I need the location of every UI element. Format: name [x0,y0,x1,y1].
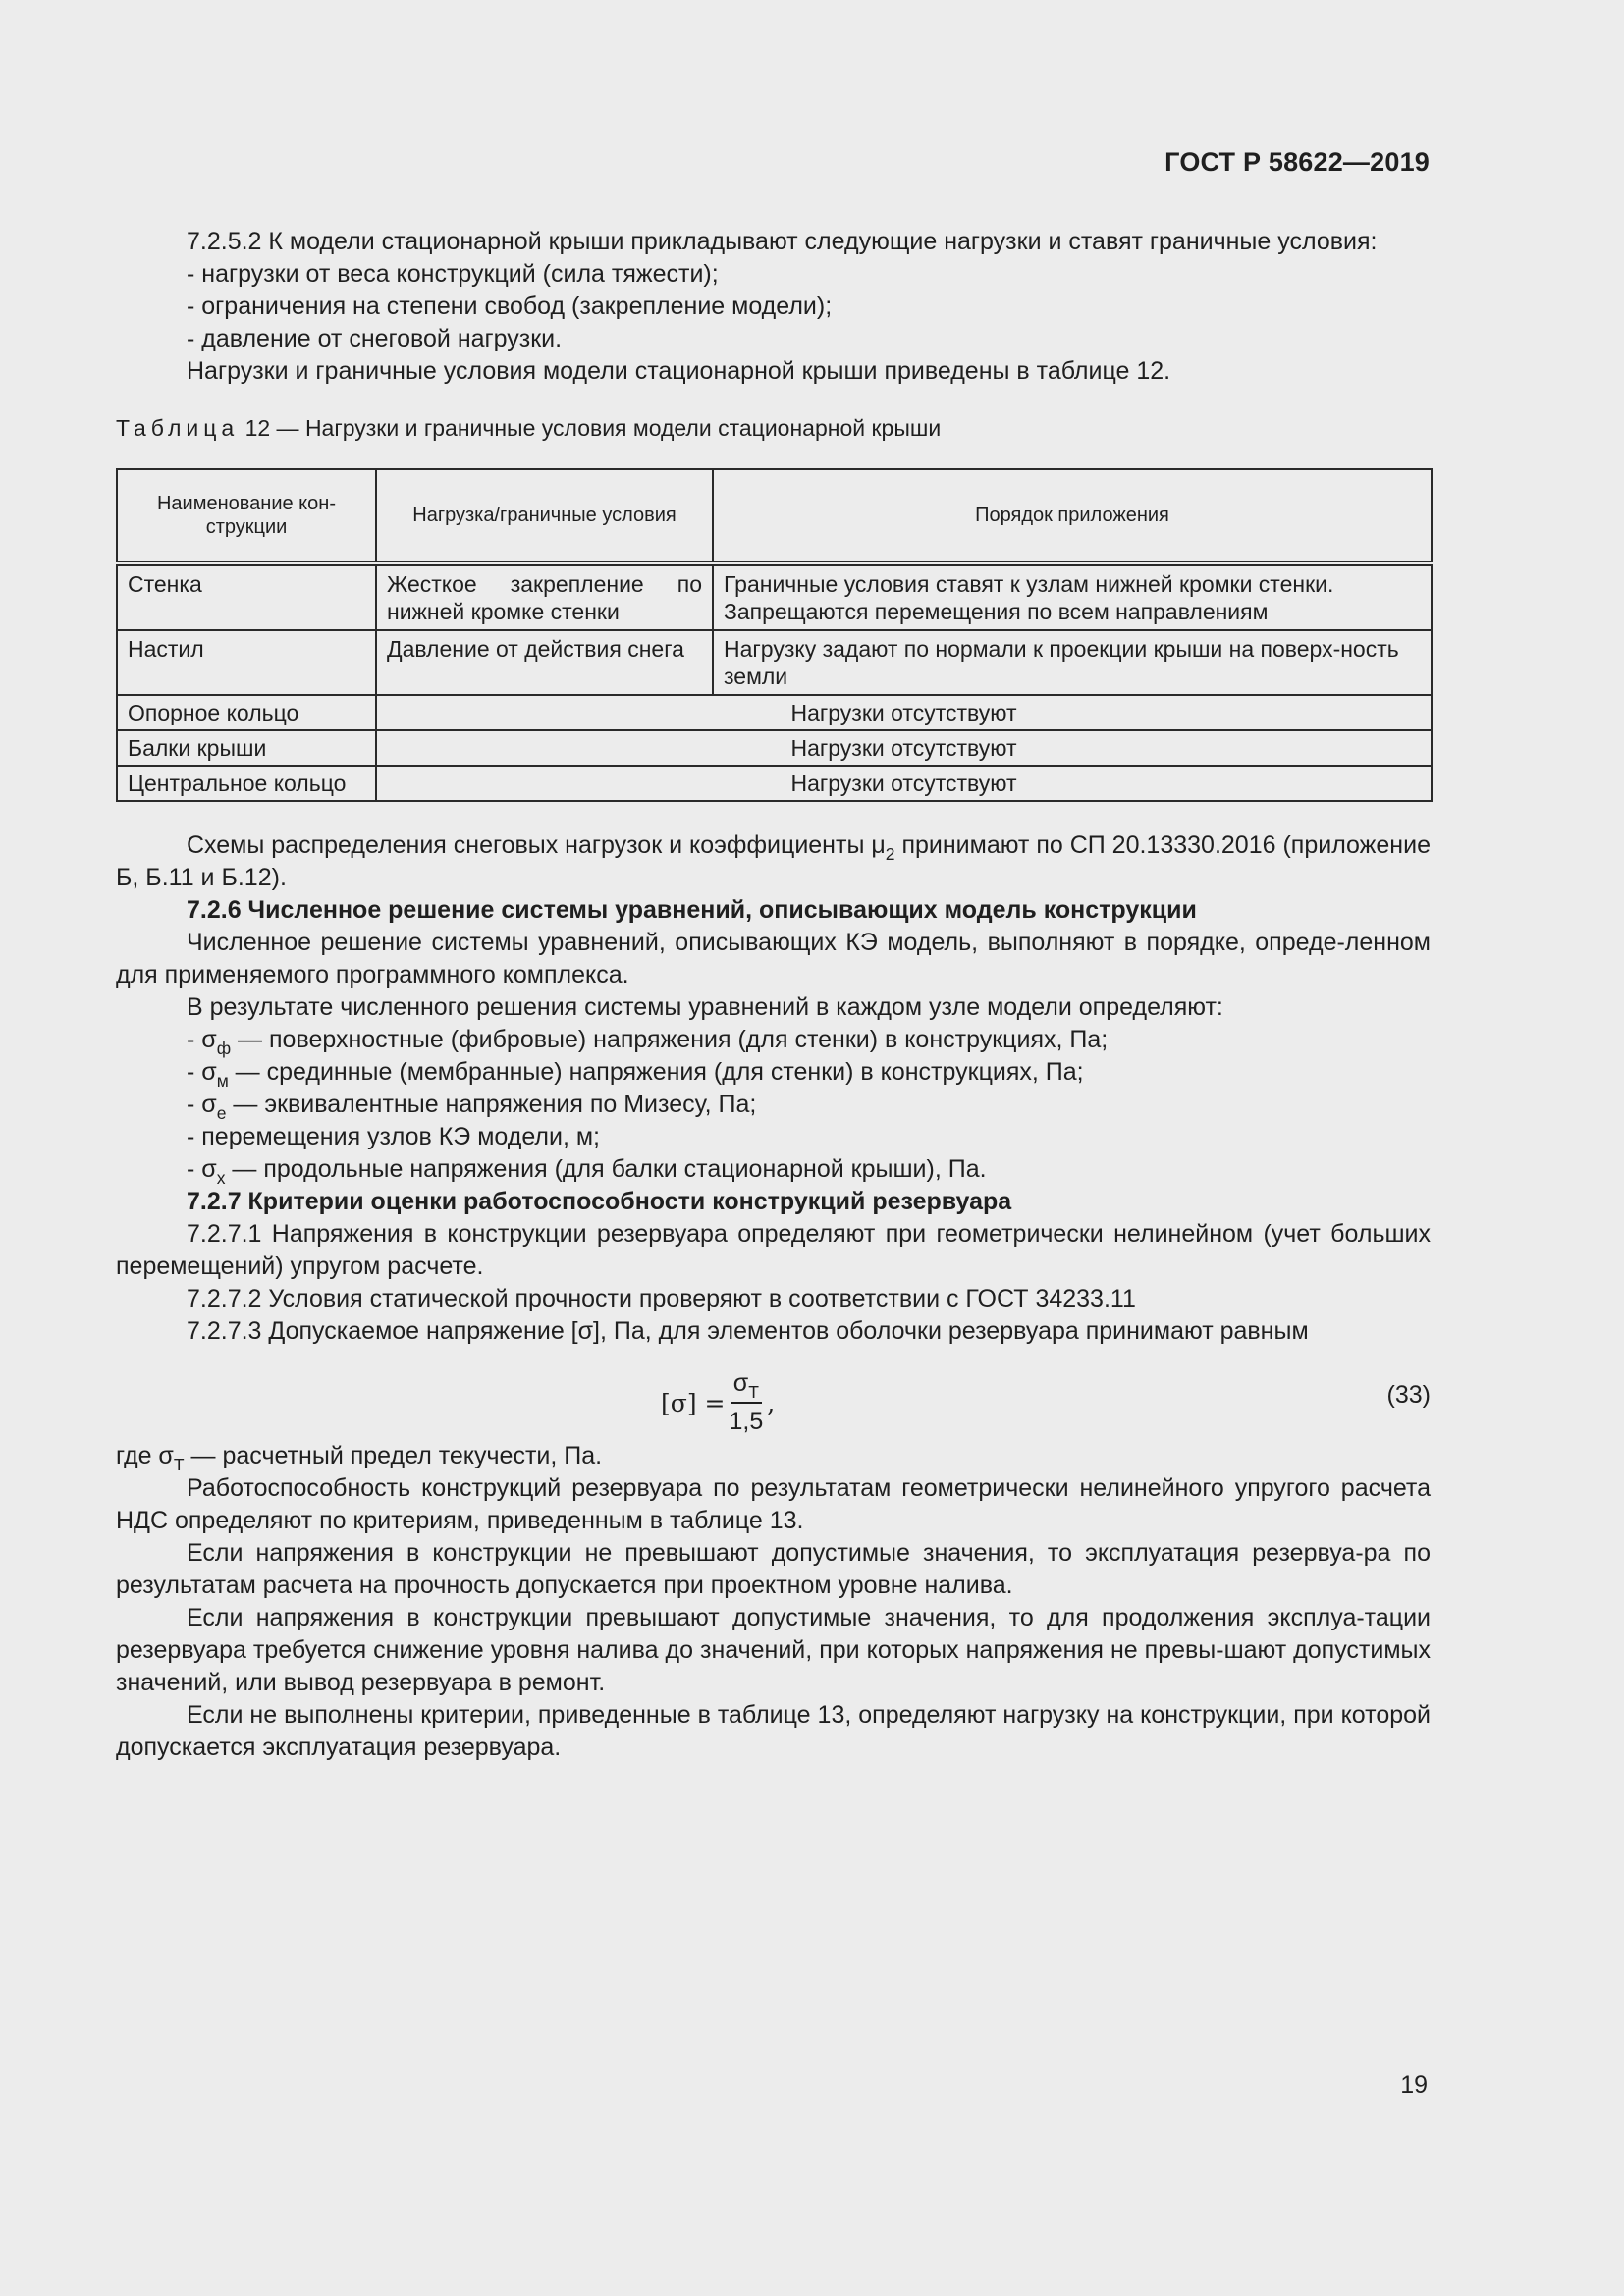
text-run: Схемы распределения снеговых нагрузок и коэффициенты μ [187,831,886,859]
cell-merged: Нагрузки отсутствуют [376,766,1432,801]
subscript: е [216,1103,227,1123]
paragraph-7271: 7.2.7.1 Напряжения в конструкции резервуара определяют при геометрически нелинейном (учет больших перемещений) упругом расчете. [116,1220,1431,1280]
table-row [117,563,1432,630]
header-load: Нагрузка/граничные условия [376,469,713,563]
list-item [116,1056,1431,1089]
formula-33 [116,1362,1431,1435]
paragraph-726b: В результате численного решения системы уравнений в каждом узле модели определяют: [187,993,1223,1021]
list-item [116,1024,1431,1056]
text-run: - σ [187,1026,217,1053]
heading-727: 7.2.7 Критерии оценки работоспособности конструкций резервуара [187,1188,1012,1215]
paragraph-7272: 7.2.7.2 Условия статической прочности проверяют в соответствии с ГОСТ 34233.11 [187,1285,1136,1312]
loads-table [116,468,1433,802]
equation-number: (33) [1386,1381,1431,1409]
subscript: м [216,1071,229,1091]
page-number: 19 [1400,2071,1428,2099]
formula-lhs: [σ] = [661,1388,726,1417]
cell-merged: Нагрузки отсутствуют [376,695,1432,730]
paragraph-where [116,1440,1431,1472]
text-run: - σ [187,1091,217,1118]
formula-numerator [731,1367,762,1404]
table-caption [116,413,1431,443]
text-run: — эквивалентные напряжения по Мизесу, Па; [226,1091,757,1118]
formula-comma: , [767,1388,776,1417]
table-caption-title: 12 — Нагрузки и граничные условия модели стационарной крыши [239,415,942,441]
text-run: — поверхностные (фибровые) напряжения (для стенки) в конструкциях, Па; [231,1026,1109,1053]
subscript: ф [216,1039,232,1058]
text-run: - σ [187,1058,217,1086]
heading-726: 7.2.6 Численное решение системы уравнений, описывающих модель конструкции [187,896,1197,924]
cell-merged: Нагрузки отсутствуют [376,730,1432,766]
standard-code: ГОСТ Р 58622—2019 [1164,147,1430,177]
text-run: принимают по СП 20.13330.2016 (приложение Б, Б.11 и Б.12). [116,831,1431,891]
text-run: σ [732,1369,749,1397]
text-run: - σ [187,1155,217,1183]
text-run: где σ [116,1442,174,1469]
paragraph-7252: 7.2.5.2 К модели стационарной крыши прикладывают следующие нагрузки и ставят граничные условия: [187,228,1378,255]
table-row [117,730,1432,766]
paragraph-criteria: Работоспособность конструкций резервуара по результатам геометрически нелинейного упругого расчета НДС определяют по критериям, приведенным в таблице 13. [116,1474,1431,1534]
paragraph-7273: 7.2.7.3 Допускаемое напряжение [σ], Па, для элементов оболочки резервуара принимают равным [187,1317,1309,1345]
list-item [116,1089,1431,1121]
cell-structure: Настил [117,630,376,695]
table-row [117,630,1432,695]
text-run: — расчетный предел текучести, Па. [184,1442,603,1469]
paragraph-not-exceed: Если напряжения в конструкции не превышают допустимые значения, то эксплуатация резервуа-ра по результатам расчета на прочность допускается при проектном уровне налива. [116,1539,1431,1599]
cell-structure: Опорное кольцо [117,695,376,730]
list-item: - ограничения на степени свобод (закрепление модели); [187,293,833,320]
table-header-row [117,469,1432,563]
text-run: — продольные напряжения (для балки стационарной крыши), Па. [225,1155,987,1183]
formula-fraction [729,1367,763,1438]
cell-load: Давление от действия снега [376,630,713,695]
table-caption-word: Таблица [116,415,240,441]
paragraph-exceed: Если напряжения в конструкции превышают допустимые значения, то для продолжения эксплуа-тации резервуара требуется снижение уровня налива до значений, при которых напряжения не превы-шают допустимых значений, или вывод резервуара в ремонт. [116,1604,1431,1696]
page-content [116,226,1431,1764]
list-item [116,1153,1431,1186]
table-row [117,695,1432,730]
subscript: T [748,1382,759,1402]
subscript: 2 [885,844,895,864]
table-row [117,766,1432,801]
cell-structure: Центральное кольцо [117,766,376,801]
list-item: - давление от снеговой нагрузки. [187,325,563,352]
paragraph-table-reference: Нагрузки и граничные условия модели стационарной крыши приведены в таблице 12. [187,357,1171,385]
paragraph-not-met: Если не выполнены критерии, приведенные в таблице 13, определяют нагрузку на конструкции, при которой допускается эксплуатация резервуара. [116,1701,1431,1761]
cell-order: Граничные условия ставят к узлам нижней кромки стенки. Запрещаются перемещения по всем направлениям [713,563,1432,630]
formula-denominator: 1,5 [729,1408,764,1435]
formula-expression [661,1367,775,1438]
cell-load: Жесткое закрепление по нижней кромке стенки [376,563,713,630]
cell-structure: Балки крыши [117,730,376,766]
paragraph-snow-schemes [116,829,1431,894]
subscript: x [216,1168,226,1188]
list-item: - перемещения узлов КЭ модели, м; [187,1123,600,1150]
header-application-order: Порядок приложения [713,469,1432,563]
paragraph-726a: Численное решение системы уравнений, описывающих КЭ модель, выполняют в порядке, опреде-ленном для применяемого программного комплекса. [116,929,1431,988]
subscript: T [173,1455,185,1474]
cell-structure: Стенка [117,563,376,630]
text-run: — срединные (мембранные) напряжения (для стенки) в конструкциях, Па; [228,1058,1084,1086]
header-structure-name: Наименование кон-струкции [117,469,376,563]
cell-order: Нагрузку задают по нормали к проекции крыши на поверх-ность земли [713,630,1432,695]
list-item: - нагрузки от веса конструкций (сила тяжести); [187,260,719,288]
